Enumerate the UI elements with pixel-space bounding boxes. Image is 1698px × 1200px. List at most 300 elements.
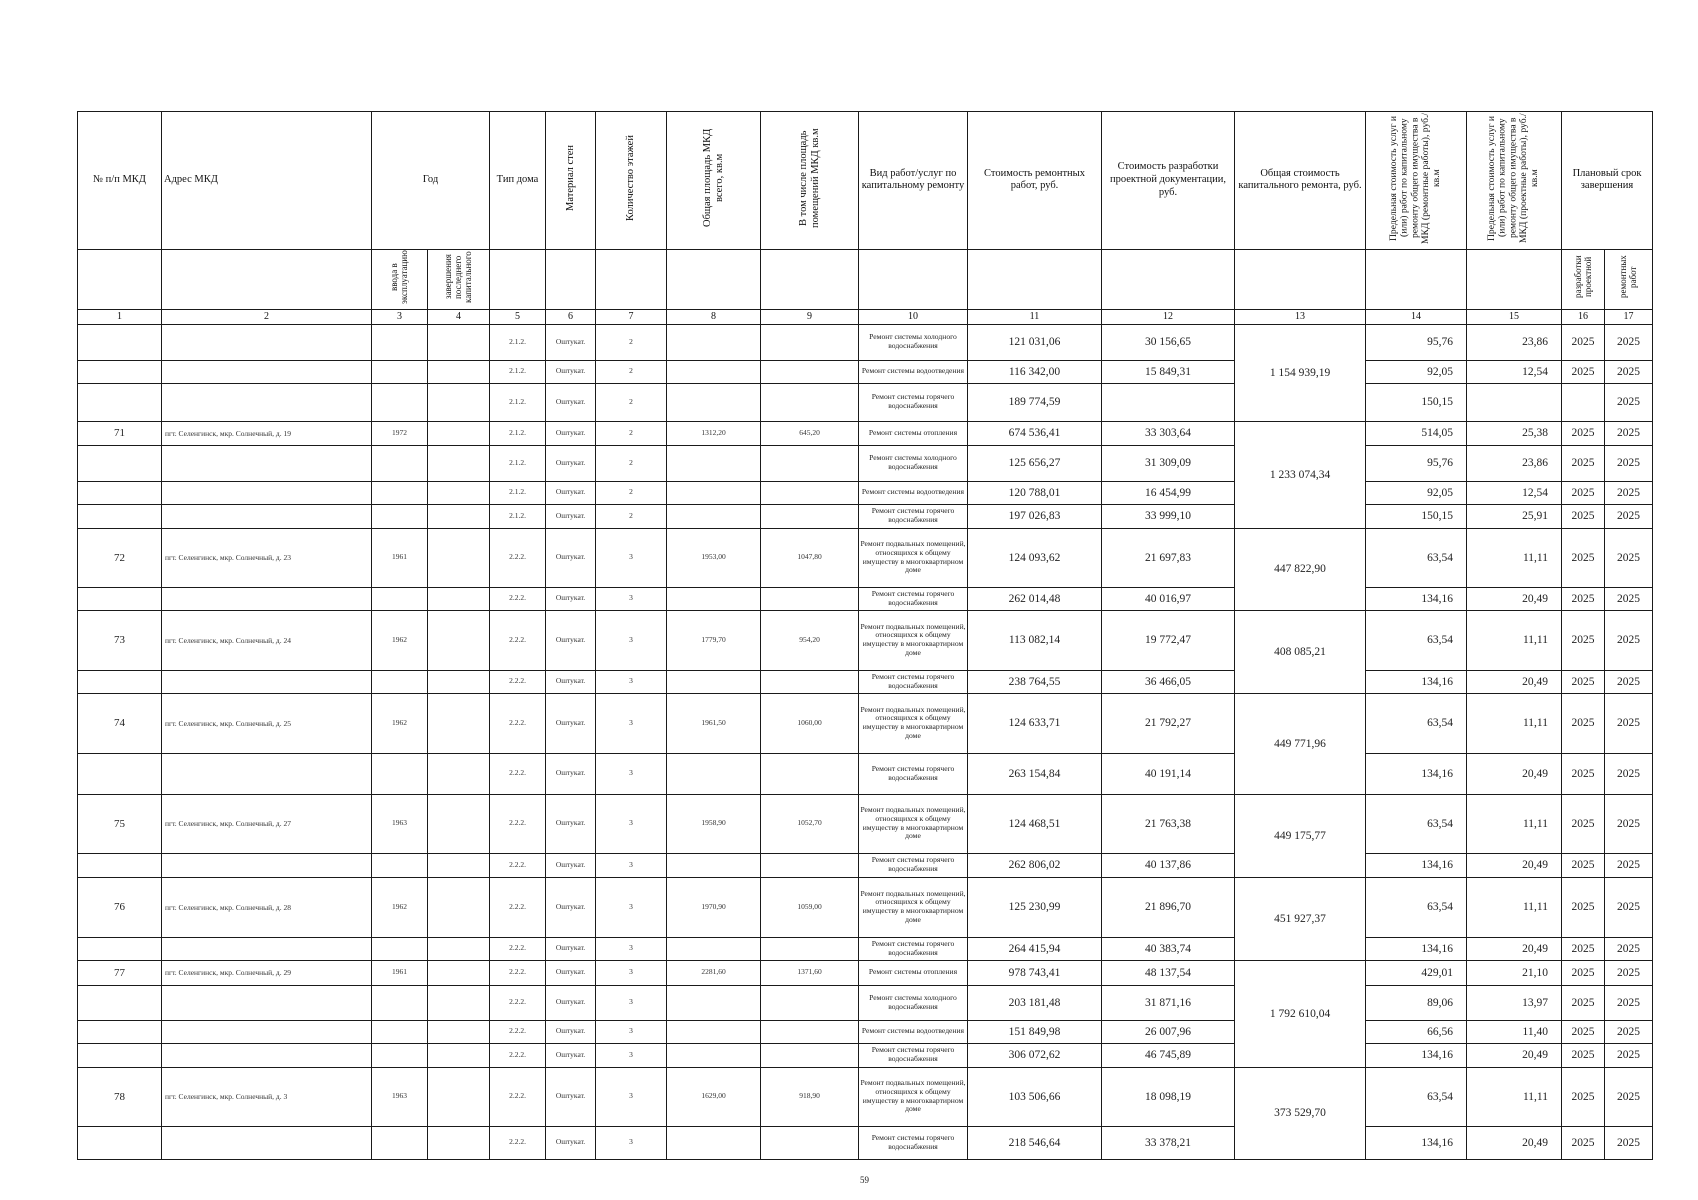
cell-limit-repair: 63,54 [1366,794,1467,853]
cell-premises-area [761,481,859,504]
cell-premises-area [761,587,859,610]
cell-premises-area [761,985,859,1020]
cell-limit-repair: 63,54 [1366,877,1467,937]
cell-total-area [667,937,761,960]
cell-term-design: 2025 [1562,985,1605,1020]
cell-term-design: 2025 [1562,753,1605,794]
cell-limit-repair: 134,16 [1366,670,1467,693]
cell-floors: 2 [596,504,667,528]
cell-floors: 3 [596,853,667,877]
cell-address: пгт. Селенгинск, мкр. Солнечный, д. 29 [162,960,372,985]
header-premises-area [761,112,859,250]
cell-house-type: 2.1.2. [490,481,546,504]
cell-limit-repair: 63,54 [1366,693,1467,753]
cell-work-type: Ремонт подвальных помещений, относящихся к общему имуществу в многоквартирном доме [859,693,968,753]
header-address: Адрес МКД [162,112,372,250]
cell-limit-repair: 134,16 [1366,937,1467,960]
cell-premises-area [761,1043,859,1067]
cell-floors: 3 [596,610,667,670]
cell-design-cost: 40 383,74 [1102,937,1235,960]
table-row [78,1020,1653,1043]
cell-limit-repair: 134,16 [1366,1043,1467,1067]
table-row [78,693,1653,753]
cell-floors: 3 [596,1067,667,1126]
cell-total-cost: 449 175,77 [1235,794,1366,877]
column-number: 6 [546,309,596,324]
cell-house-type: 2.1.2. [490,421,546,445]
header-floors [596,112,667,250]
cell-premises-area: 645,20 [761,421,859,445]
cell-total-cost: 1 792 610,04 [1235,960,1366,1067]
cell-number [78,853,162,877]
table-row [78,445,1653,481]
cell-repair-cost: 116 342,00 [968,360,1102,383]
cell-term-design: 2025 [1562,324,1605,360]
cell-number: 77 [78,960,162,985]
header-premises-area-label: В том числе площадь помещений МКД кв.м [797,128,821,228]
cell-year-built [372,670,428,693]
cell-house-type: 2.2.2. [490,1043,546,1067]
cell-limit-design [1467,383,1562,421]
table-row [78,1067,1653,1126]
cell-floors: 3 [596,1043,667,1067]
cell-total-area [667,753,761,794]
table-row [78,383,1653,421]
cell-floors: 3 [596,794,667,853]
cell-year-last-repair [428,481,490,504]
cell-wall-material: Оштукат. [546,985,596,1020]
cell-number: 76 [78,877,162,937]
cell-number [78,1020,162,1043]
cell-work-type: Ремонт системы горячего водоснабжения [859,1126,968,1159]
cell-address: пгт. Селенгинск, мкр. Солнечный, д. 27 [162,794,372,853]
page-number: 59 [860,1175,869,1185]
cell-number: 73 [78,610,162,670]
cell-premises-area: 918,90 [761,1067,859,1126]
cell-repair-cost: 103 506,66 [968,1067,1102,1126]
cell-year-last-repair [428,670,490,693]
cell-premises-area: 954,20 [761,610,859,670]
cell-house-type: 2.1.2. [490,445,546,481]
cell-limit-repair: 150,15 [1366,504,1467,528]
cell-wall-material: Оштукат. [546,794,596,853]
cell-house-type: 2.2.2. [490,877,546,937]
cell-limit-repair: 92,05 [1366,481,1467,504]
cell-design-cost: 21 896,70 [1102,877,1235,937]
cell-number [78,1126,162,1159]
cell-year-built [372,937,428,960]
cell-wall-material: Оштукат. [546,753,596,794]
cell-number [78,445,162,481]
cell-address [162,853,372,877]
subheader-empty [596,249,667,309]
header-limit-repair [1366,112,1467,250]
cell-term-design: 2025 [1562,610,1605,670]
cell-total-area [667,360,761,383]
cell-limit-design: 23,86 [1467,445,1562,481]
cell-work-type: Ремонт системы горячего водоснабжения [859,587,968,610]
cell-term-repair: 2025 [1605,383,1653,421]
cell-floors: 3 [596,960,667,985]
cell-year-last-repair [428,1067,490,1126]
cell-term-design: 2025 [1562,960,1605,985]
cell-design-cost: 36 466,05 [1102,670,1235,693]
cell-house-type: 2.2.2. [490,794,546,853]
column-number: 13 [1235,309,1366,324]
header-total-area [667,112,761,250]
cell-work-type: Ремонт подвальных помещений, относящихся к общему имуществу в многоквартирном доме [859,794,968,853]
cell-total-cost: 451 927,37 [1235,877,1366,960]
cell-address [162,587,372,610]
cell-address [162,360,372,383]
header-design-cost: Стоимость разработки проектной документации, руб. [1102,112,1235,250]
cell-limit-design: 11,11 [1467,528,1562,587]
cell-repair-cost: 124 093,62 [968,528,1102,587]
cell-repair-cost: 262 014,48 [968,587,1102,610]
cell-house-type: 2.1.2. [490,383,546,421]
cell-repair-cost: 120 788,01 [968,481,1102,504]
cell-year-last-repair [428,753,490,794]
cell-design-cost: 40 137,86 [1102,853,1235,877]
cell-term-repair: 2025 [1605,753,1653,794]
subheader-row [78,249,1653,309]
cell-work-type: Ремонт подвальных помещений, относящихся к общему имуществу в многоквартирном доме [859,528,968,587]
cell-term-design: 2025 [1562,587,1605,610]
cell-work-type: Ремонт системы водоотведения [859,1020,968,1043]
cell-house-type: 2.2.2. [490,1126,546,1159]
cell-year-built: 1961 [372,528,428,587]
cell-year-last-repair [428,1043,490,1067]
table-row [78,421,1653,445]
cell-repair-cost: 197 026,83 [968,504,1102,528]
cell-design-cost: 46 745,89 [1102,1043,1235,1067]
cell-floors: 2 [596,383,667,421]
cell-repair-cost: 121 031,06 [968,324,1102,360]
capital-repair-table [77,111,1653,1160]
subheader-empty [1366,249,1467,309]
cell-term-design: 2025 [1562,445,1605,481]
cell-house-type: 2.2.2. [490,670,546,693]
column-number: 1 [78,309,162,324]
cell-term-repair: 2025 [1605,937,1653,960]
column-number: 8 [667,309,761,324]
cell-year-built [372,360,428,383]
cell-term-design: 2025 [1562,794,1605,853]
cell-total-area [667,985,761,1020]
cell-design-cost: 31 871,16 [1102,985,1235,1020]
cell-total-cost: 447 822,90 [1235,528,1366,610]
cell-premises-area [761,1020,859,1043]
cell-limit-repair: 66,56 [1366,1020,1467,1043]
subheader-year-last-repair-label: завершения последнего капитального [443,250,474,303]
cell-term-design: 2025 [1562,528,1605,587]
cell-wall-material: Оштукат. [546,853,596,877]
table-row [78,324,1653,360]
cell-address: пгт. Селенгинск, мкр. Солнечный, д. 25 [162,693,372,753]
cell-number [78,360,162,383]
cell-limit-design: 11,40 [1467,1020,1562,1043]
cell-term-repair: 2025 [1605,853,1653,877]
cell-address [162,481,372,504]
cell-house-type: 2.2.2. [490,753,546,794]
table-row [78,753,1653,794]
cell-year-built [372,587,428,610]
cell-term-repair: 2025 [1605,610,1653,670]
cell-limit-design: 25,91 [1467,504,1562,528]
table-row [78,481,1653,504]
column-number-row [78,309,1653,324]
cell-year-built [372,445,428,481]
cell-wall-material: Оштукат. [546,383,596,421]
cell-limit-repair: 429,01 [1366,960,1467,985]
subheader-empty [162,249,372,309]
cell-wall-material: Оштукат. [546,587,596,610]
cell-limit-design: 11,11 [1467,1067,1562,1126]
cell-address [162,445,372,481]
column-number: 3 [372,309,428,324]
cell-year-built [372,1126,428,1159]
cell-term-repair: 2025 [1605,587,1653,610]
subheader-deadline-repair [1605,249,1653,309]
cell-address [162,504,372,528]
cell-design-cost: 21 763,38 [1102,794,1235,853]
cell-premises-area [761,360,859,383]
column-number: 9 [761,309,859,324]
cell-term-design: 2025 [1562,1020,1605,1043]
cell-term-repair: 2025 [1605,421,1653,445]
cell-limit-repair: 95,76 [1366,324,1467,360]
cell-total-cost: 373 529,70 [1235,1067,1366,1159]
cell-wall-material: Оштукат. [546,528,596,587]
cell-total-area [667,383,761,421]
table-row [78,610,1653,670]
cell-house-type: 2.2.2. [490,610,546,670]
cell-limit-repair: 63,54 [1366,1067,1467,1126]
cell-limit-design: 23,86 [1467,324,1562,360]
column-number: 12 [1102,309,1235,324]
cell-wall-material: Оштукат. [546,1020,596,1043]
cell-year-last-repair [428,1020,490,1043]
cell-floors: 3 [596,670,667,693]
cell-floors: 2 [596,324,667,360]
cell-year-last-repair [428,324,490,360]
cell-house-type: 2.1.2. [490,324,546,360]
cell-total-area [667,587,761,610]
cell-term-repair: 2025 [1605,794,1653,853]
cell-total-area [667,670,761,693]
table-row [78,1043,1653,1067]
header-work-type: Вид работ/услуг по капитальному ремонту [859,112,968,250]
cell-number [78,324,162,360]
cell-limit-repair: 63,54 [1366,528,1467,587]
cell-premises-area [761,383,859,421]
cell-work-type: Ремонт системы отопления [859,960,968,985]
cell-limit-repair: 89,06 [1366,985,1467,1020]
cell-year-built: 1962 [372,610,428,670]
cell-work-type: Ремонт системы холодного водоснабжения [859,985,968,1020]
cell-total-cost: 1 154 939,19 [1235,324,1366,421]
cell-limit-design: 21,10 [1467,960,1562,985]
cell-address: пгт. Селенгинск, мкр. Солнечный, д. 28 [162,877,372,937]
cell-number [78,985,162,1020]
cell-house-type: 2.1.2. [490,504,546,528]
cell-floors: 3 [596,985,667,1020]
cell-floors: 2 [596,481,667,504]
cell-design-cost: 21 792,27 [1102,693,1235,753]
cell-year-last-repair [428,877,490,937]
cell-limit-design: 11,11 [1467,693,1562,753]
cell-year-built [372,481,428,504]
cell-design-cost: 19 772,47 [1102,610,1235,670]
cell-repair-cost: 125 230,99 [968,877,1102,937]
cell-premises-area [761,753,859,794]
cell-total-area: 1970,90 [667,877,761,937]
cell-house-type: 2.2.2. [490,985,546,1020]
cell-address: пгт. Селенгинск, мкр. Солнечный, д. 24 [162,610,372,670]
cell-wall-material: Оштукат. [546,324,596,360]
cell-term-repair: 2025 [1605,1020,1653,1043]
cell-work-type: Ремонт системы горячего водоснабжения [859,753,968,794]
cell-work-type: Ремонт системы горячего водоснабжения [859,504,968,528]
cell-limit-design: 20,49 [1467,670,1562,693]
cell-year-built [372,853,428,877]
cell-year-built: 1962 [372,693,428,753]
cell-term-design: 2025 [1562,1043,1605,1067]
cell-design-cost: 16 454,99 [1102,481,1235,504]
cell-repair-cost: 218 546,64 [968,1126,1102,1159]
cell-term-design: 2025 [1562,877,1605,937]
cell-term-repair: 2025 [1605,670,1653,693]
table-row [78,877,1653,937]
cell-wall-material: Оштукат. [546,1043,596,1067]
header-limit-repair-label: Предельная стоимость услуг и (или) работ по капитальному ремонту общего имущества в МКД (ремонтные работы), руб./кв.м [1388,112,1443,244]
cell-work-type: Ремонт подвальных помещений, относящихся к общему имуществу в многоквартирном доме [859,1067,968,1126]
cell-repair-cost: 125 656,27 [968,445,1102,481]
cell-address: пгт. Селенгинск, мкр. Солнечный, д. 23 [162,528,372,587]
cell-house-type: 2.2.2. [490,853,546,877]
cell-address [162,324,372,360]
cell-wall-material: Оштукат. [546,877,596,937]
column-number: 5 [490,309,546,324]
table-row [78,360,1653,383]
cell-year-last-repair [428,421,490,445]
subheader-empty [968,249,1102,309]
cell-total-area: 1958,90 [667,794,761,853]
cell-term-design: 2025 [1562,360,1605,383]
cell-address [162,1126,372,1159]
cell-number: 71 [78,421,162,445]
subheader-deadline-design [1562,249,1605,309]
cell-limit-design: 20,49 [1467,937,1562,960]
cell-limit-design: 20,49 [1467,753,1562,794]
column-number: 4 [428,309,490,324]
cell-house-type: 2.2.2. [490,1020,546,1043]
cell-year-last-repair [428,528,490,587]
cell-year-last-repair [428,504,490,528]
table-row [78,587,1653,610]
cell-total-area [667,324,761,360]
cell-limit-repair: 134,16 [1366,1126,1467,1159]
cell-year-last-repair [428,445,490,481]
table-row [78,853,1653,877]
cell-floors: 2 [596,360,667,383]
cell-limit-design: 13,97 [1467,985,1562,1020]
cell-address [162,670,372,693]
cell-year-last-repair [428,360,490,383]
cell-total-cost: 408 085,21 [1235,610,1366,693]
cell-design-cost: 48 137,54 [1102,960,1235,985]
cell-work-type: Ремонт подвальных помещений, относящихся к общему имуществу в многоквартирном доме [859,877,968,937]
header-row [78,112,1653,250]
cell-house-type: 2.2.2. [490,587,546,610]
column-number: 17 [1605,309,1653,324]
cell-wall-material: Оштукат. [546,960,596,985]
subheader-empty [78,249,162,309]
cell-work-type: Ремонт системы горячего водоснабжения [859,383,968,421]
cell-total-area: 1779,70 [667,610,761,670]
cell-limit-design: 11,11 [1467,794,1562,853]
cell-floors: 2 [596,421,667,445]
table-row [78,794,1653,853]
header-house-type: Тип дома [490,112,546,250]
cell-wall-material: Оштукат. [546,504,596,528]
cell-premises-area [761,1126,859,1159]
column-number: 2 [162,309,372,324]
subheader-empty [546,249,596,309]
cell-limit-repair: 95,76 [1366,445,1467,481]
cell-number [78,670,162,693]
column-number: 7 [596,309,667,324]
cell-house-type: 2.2.2. [490,937,546,960]
header-floors-label: Количество этажей [625,135,637,221]
cell-premises-area [761,504,859,528]
cell-year-built [372,1020,428,1043]
cell-house-type: 2.2.2. [490,960,546,985]
cell-number [78,383,162,421]
cell-limit-repair: 63,54 [1366,610,1467,670]
header-year: Год [372,112,490,250]
cell-design-cost: 31 309,09 [1102,445,1235,481]
cell-repair-cost: 124 633,71 [968,693,1102,753]
cell-number [78,937,162,960]
cell-limit-repair: 92,05 [1366,360,1467,383]
cell-design-cost: 33 999,10 [1102,504,1235,528]
cell-term-design [1562,383,1605,421]
cell-total-cost: 1 233 074,34 [1235,421,1366,528]
subheader-year-last-repair [428,249,490,309]
cell-limit-repair: 134,16 [1366,753,1467,794]
cell-total-area: 1961,50 [667,693,761,753]
header-limit-design-label: Предельная стоимость услуг и (или) работ по капитальному ремонту общего имущества в МКД (проектные работы), руб./кв.м [1486,113,1541,243]
cell-term-repair: 2025 [1605,360,1653,383]
cell-wall-material: Оштукат. [546,937,596,960]
subheader-deadline-repair-label: ремонтных работ [1618,255,1639,299]
cell-repair-cost: 151 849,98 [968,1020,1102,1043]
table-row [78,985,1653,1020]
cell-number [78,481,162,504]
table-row [78,960,1653,985]
cell-year-built: 1961 [372,960,428,985]
cell-floors: 3 [596,877,667,937]
cell-floors: 2 [596,445,667,481]
header-total-area-label: Общая площадь МКД всего, кв.м [701,128,725,228]
cell-design-cost: 15 849,31 [1102,360,1235,383]
column-number: 14 [1366,309,1467,324]
cell-work-type: Ремонт системы горячего водоснабжения [859,1043,968,1067]
cell-work-type: Ремонт системы отопления [859,421,968,445]
cell-wall-material: Оштукат. [546,360,596,383]
cell-repair-cost: 113 082,14 [968,610,1102,670]
